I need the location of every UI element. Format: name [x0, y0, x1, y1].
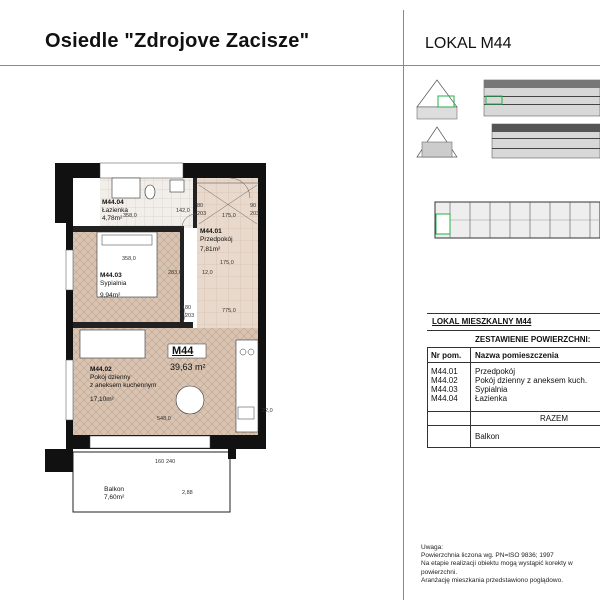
- elevation-front-2: [492, 124, 600, 158]
- elevation-side-2: [417, 127, 457, 157]
- dim-bath-h: 142,0: [176, 208, 190, 214]
- elevation-side-1: [417, 80, 457, 119]
- dim-bed-w: 358,0: [122, 256, 136, 262]
- sofa: [80, 330, 145, 358]
- dim-bed-h: 283,0: [168, 270, 182, 276]
- dim-hall-h: 12,0: [202, 270, 213, 276]
- table-row-4-nr: M44.04: [431, 394, 458, 403]
- frame-divider-vertical: [403, 10, 404, 600]
- balcony-label: Balkon 7,60m²: [104, 486, 125, 501]
- table-bottom-line: [427, 447, 600, 448]
- room-area-living: 17,10m²: [90, 396, 114, 403]
- note-line-2: Na etapie realizacji obiektu mogą wystąpić korekty w powierzchni.: [421, 560, 573, 576]
- unit-area: 39,63 m²: [170, 362, 206, 372]
- note-heading: Uwaga:: [421, 544, 444, 551]
- table-title: LOKAL MIESZKALNY M44: [432, 317, 532, 326]
- dim-160: 160: [155, 459, 165, 465]
- dining-table: [176, 386, 204, 414]
- table-top-line: [427, 313, 600, 314]
- note-line-3: Aranżację mieszkania przedstawiono poglądowo.: [421, 576, 563, 584]
- window-bathroom: [100, 163, 183, 178]
- window-living: [66, 360, 73, 420]
- dim-liv-w: 548,0: [157, 416, 171, 422]
- room-area-hall: 7,81m²: [200, 246, 221, 253]
- dim-80-a: 80: [197, 203, 204, 209]
- table-row-1-nr: M44.01: [431, 367, 458, 376]
- table-left-border: [427, 347, 428, 447]
- table-row-1-name: Przedpokój: [475, 367, 516, 376]
- wall-bed-living: [73, 322, 193, 328]
- room-label-living: M44.02 Pokój dzienny z aneksem kuchennym: [90, 366, 157, 389]
- table-total-line: [427, 425, 600, 426]
- table-row-2-nr: M44.02: [431, 376, 458, 385]
- room-label-bedroom: M44.03 Sypialnia: [100, 272, 127, 287]
- dim-203-a: 203: [197, 211, 207, 217]
- pillow: [102, 235, 152, 245]
- dim-90: 90: [250, 203, 257, 209]
- wall-bath-bed: [73, 226, 180, 232]
- table-body-line: [427, 411, 600, 412]
- table-row-3-name: Sypialnia: [475, 385, 508, 394]
- unit-title: LOKAL M44: [425, 35, 512, 52]
- project-title: Osiedle "Zdrojove Zacisze": [45, 30, 310, 52]
- window-bedroom: [66, 250, 73, 290]
- dim-22: 22,0: [262, 408, 273, 414]
- wall-balcony-right: [228, 449, 236, 459]
- dim-hall-w: 175,0: [222, 213, 236, 219]
- unit-badge: M44: [172, 345, 194, 357]
- table-balcony-label: Balkon: [475, 432, 500, 441]
- elevation-front-1: [484, 80, 600, 116]
- table-col-nr: Nr pom.: [431, 351, 462, 360]
- wall-top-right: [183, 163, 263, 178]
- building-elevations: [412, 72, 600, 162]
- table-subtitle: ZESTAWIENIE POWIERZCHNI:: [475, 335, 591, 344]
- note-line-1: Powierzchnia liczona wg. PN=ISO 9836; 1997: [421, 552, 554, 560]
- table-total-label: RAZEM: [540, 414, 568, 423]
- window-balcony: [90, 436, 210, 448]
- table-head-line: [427, 362, 600, 363]
- dim-203-b: 203: [250, 211, 260, 217]
- table-row-3-nr: M44.03: [431, 385, 458, 394]
- table-row-4-name: Łazienka: [475, 394, 508, 403]
- dim-hall-w2: 175,0: [220, 260, 234, 266]
- table-row-2-name: Pokój dzienny z aneksem kuch.: [475, 376, 588, 385]
- dim-80-b: 80: [185, 305, 192, 311]
- table-col-divider: [470, 347, 471, 447]
- dim-balc-h: 2,88: [182, 490, 193, 496]
- table-title-line: [427, 330, 600, 331]
- room-label-hall: M44.01 Przedpokój: [200, 228, 233, 243]
- bathtub: [112, 178, 140, 198]
- sink: [238, 407, 254, 419]
- balcony-floor: [73, 452, 230, 512]
- wall-top: [55, 163, 100, 178]
- wall-balcony-left: [45, 449, 73, 472]
- toilet: [145, 185, 155, 199]
- note-block: [421, 544, 600, 585]
- dim-corr-h: 775,0: [222, 308, 236, 314]
- table-col-name: Nazwa pomieszczenia: [475, 351, 559, 360]
- dim-203-c: 203: [185, 313, 195, 319]
- room-area-bedroom: 9,94m²: [100, 292, 121, 299]
- wash-basin: [170, 180, 184, 192]
- dim-bath-w: 358,0: [123, 213, 137, 219]
- table-sub-line: [427, 347, 600, 348]
- floor-key-plan: [430, 192, 600, 252]
- dim-240: 240: [166, 459, 176, 465]
- room-label-bathroom: M44.04 Łazienka 4,78m²: [102, 199, 129, 222]
